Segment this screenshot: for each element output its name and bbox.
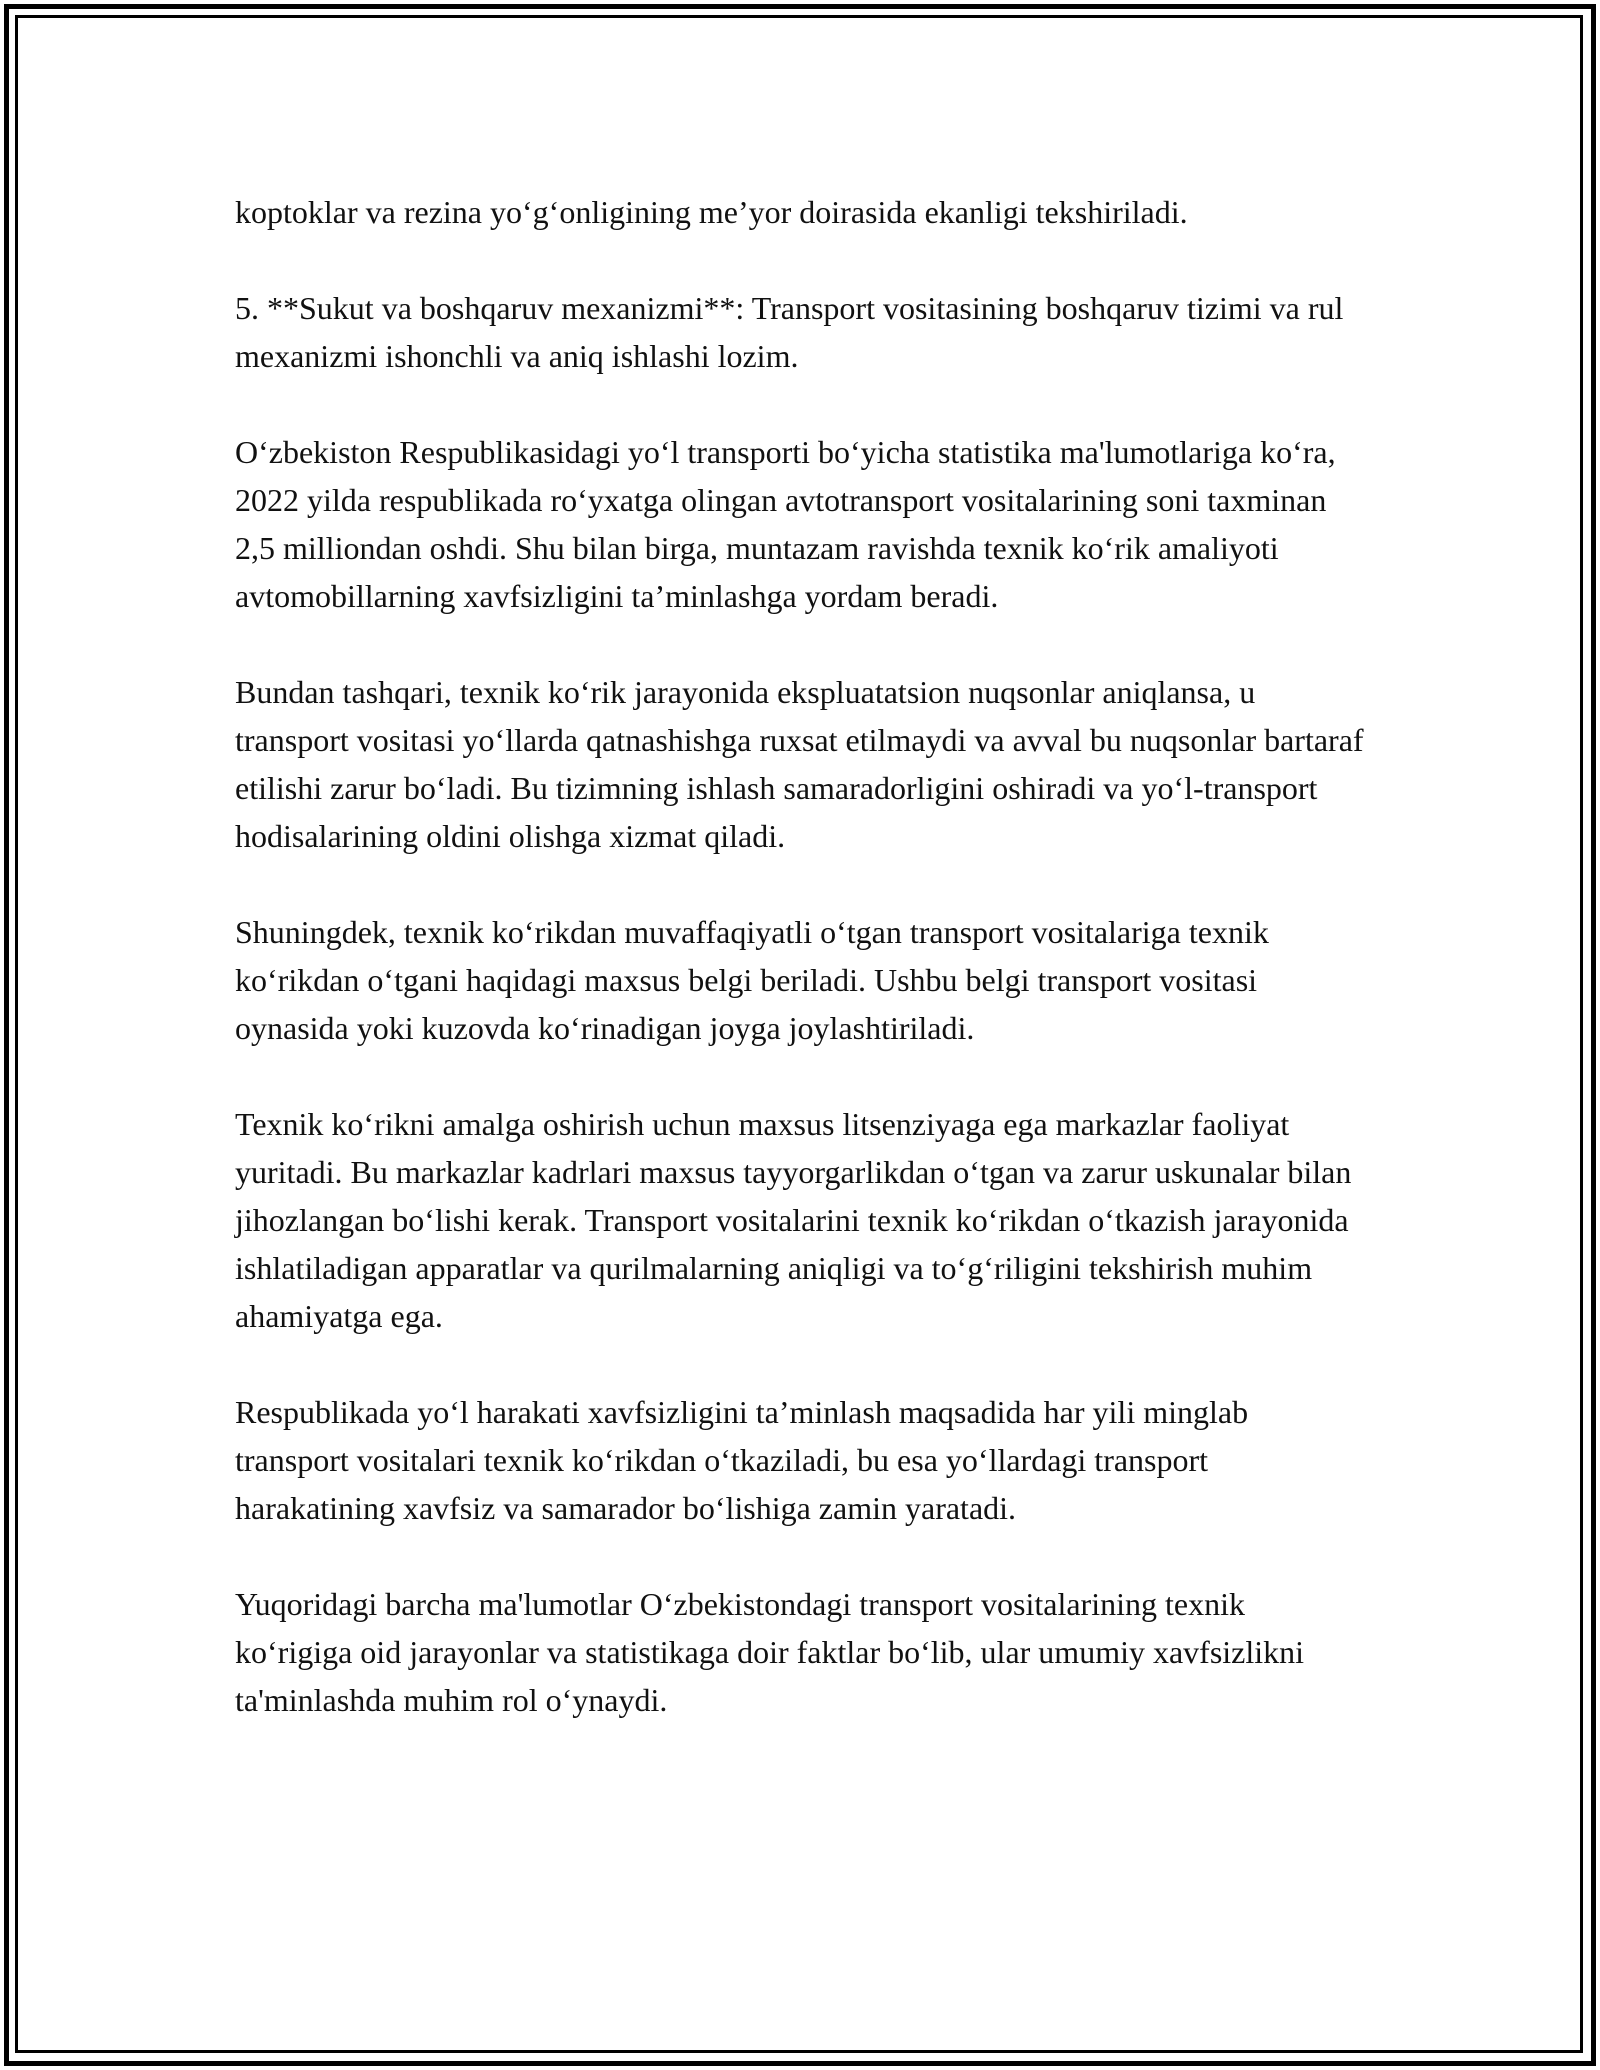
document-body (235, 188, 1365, 1772)
paragraph-defects: Bundan tashqari, texnik ko‘rik jarayonida ekspluatatsion nuqsonlar aniqlansa, u transport vositasi yo‘llarda qatnashishga ruxsat etilmaydi va avval bu nuqsonlar bartaraf etilishi zarur bo‘ladi. Bu tizimning ishlash samaradorligini oshiradi va yo‘l-transport hodisalarining oldini olishga xizmat qiladi. (235, 674, 1364, 854)
paragraph-inspection-centers: Texnik ko‘rikni amalga oshirish uchun maxsus litsenziyaga ega markazlar faoliyat yuritadi. Bu markazlar kadrlari maxsus tayyorgarlikdan o‘tgan va zarur uskunalar bilan jihozlangan bo‘lishi kerak. Transport vositalarini texnik ko‘rikdan o‘tkazish jarayonida ishlatiladigan apparatlar va qurilmalarning aniqligi va to‘g‘riligini tekshirish muhim ahamiyatga ega. (235, 1106, 1352, 1334)
paragraph-statistics: O‘zbekiston Respublikasidagi yo‘l transporti bo‘yicha statistika ma'lumotlariga ko‘ra, 2022 yilda respublikada ro‘yxatga olingan avtotransport vositalarining soni taxminan 2,5 milliondan oshdi. Shu bilan birga, muntazam ravishda texnik ko‘rik amaliyoti avtomobillarning xavfsizligini ta’minlashga yordam beradi. (235, 434, 1336, 614)
paragraph-annual-inspection: Respublikada yo‘l harakati xavfsizligini ta’minlash maqsadida har yili minglab transport vositalari texnik ko‘rikdan o‘tkaziladi, bu esa yo‘llardagi transport harakatining xavfsiz va samarador bo‘lishiga zamin yaratadi. (235, 1394, 1249, 1526)
paragraph-inspection-mark: Shuningdek, texnik ko‘rikdan muvaffaqiyatli o‘tgan transport vositalariga texnik ko‘rikdan o‘tgani haqidagi maxsus belgi beriladi. Ushbu belgi transport vositasi oynasida yoki kuzovda ko‘rinadigan joyga joylashtiriladi. (235, 914, 1269, 1046)
paragraph-continuation: koptoklar va rezina yo‘g‘onligining me’yor doirasida ekanligi tekshiriladi. (235, 194, 1188, 230)
paragraph-conclusion: Yuqoridagi barcha ma'lumotlar O‘zbekistondagi transport vositalarining texnik ko‘rigiga oid jarayonlar va statistikaga doir faktlar bo‘lib, ular umumiy xavfsizlikni ta'minlashda muhim rol o‘ynaydi. (235, 1586, 1305, 1718)
paragraph-list-item-5: 5. **Sukut va boshqaruv mexanizmi**: Transport vositasining boshqaruv tizimi va rul mexanizmi ishonchli va aniq ishlashi lozim. (235, 290, 1344, 374)
